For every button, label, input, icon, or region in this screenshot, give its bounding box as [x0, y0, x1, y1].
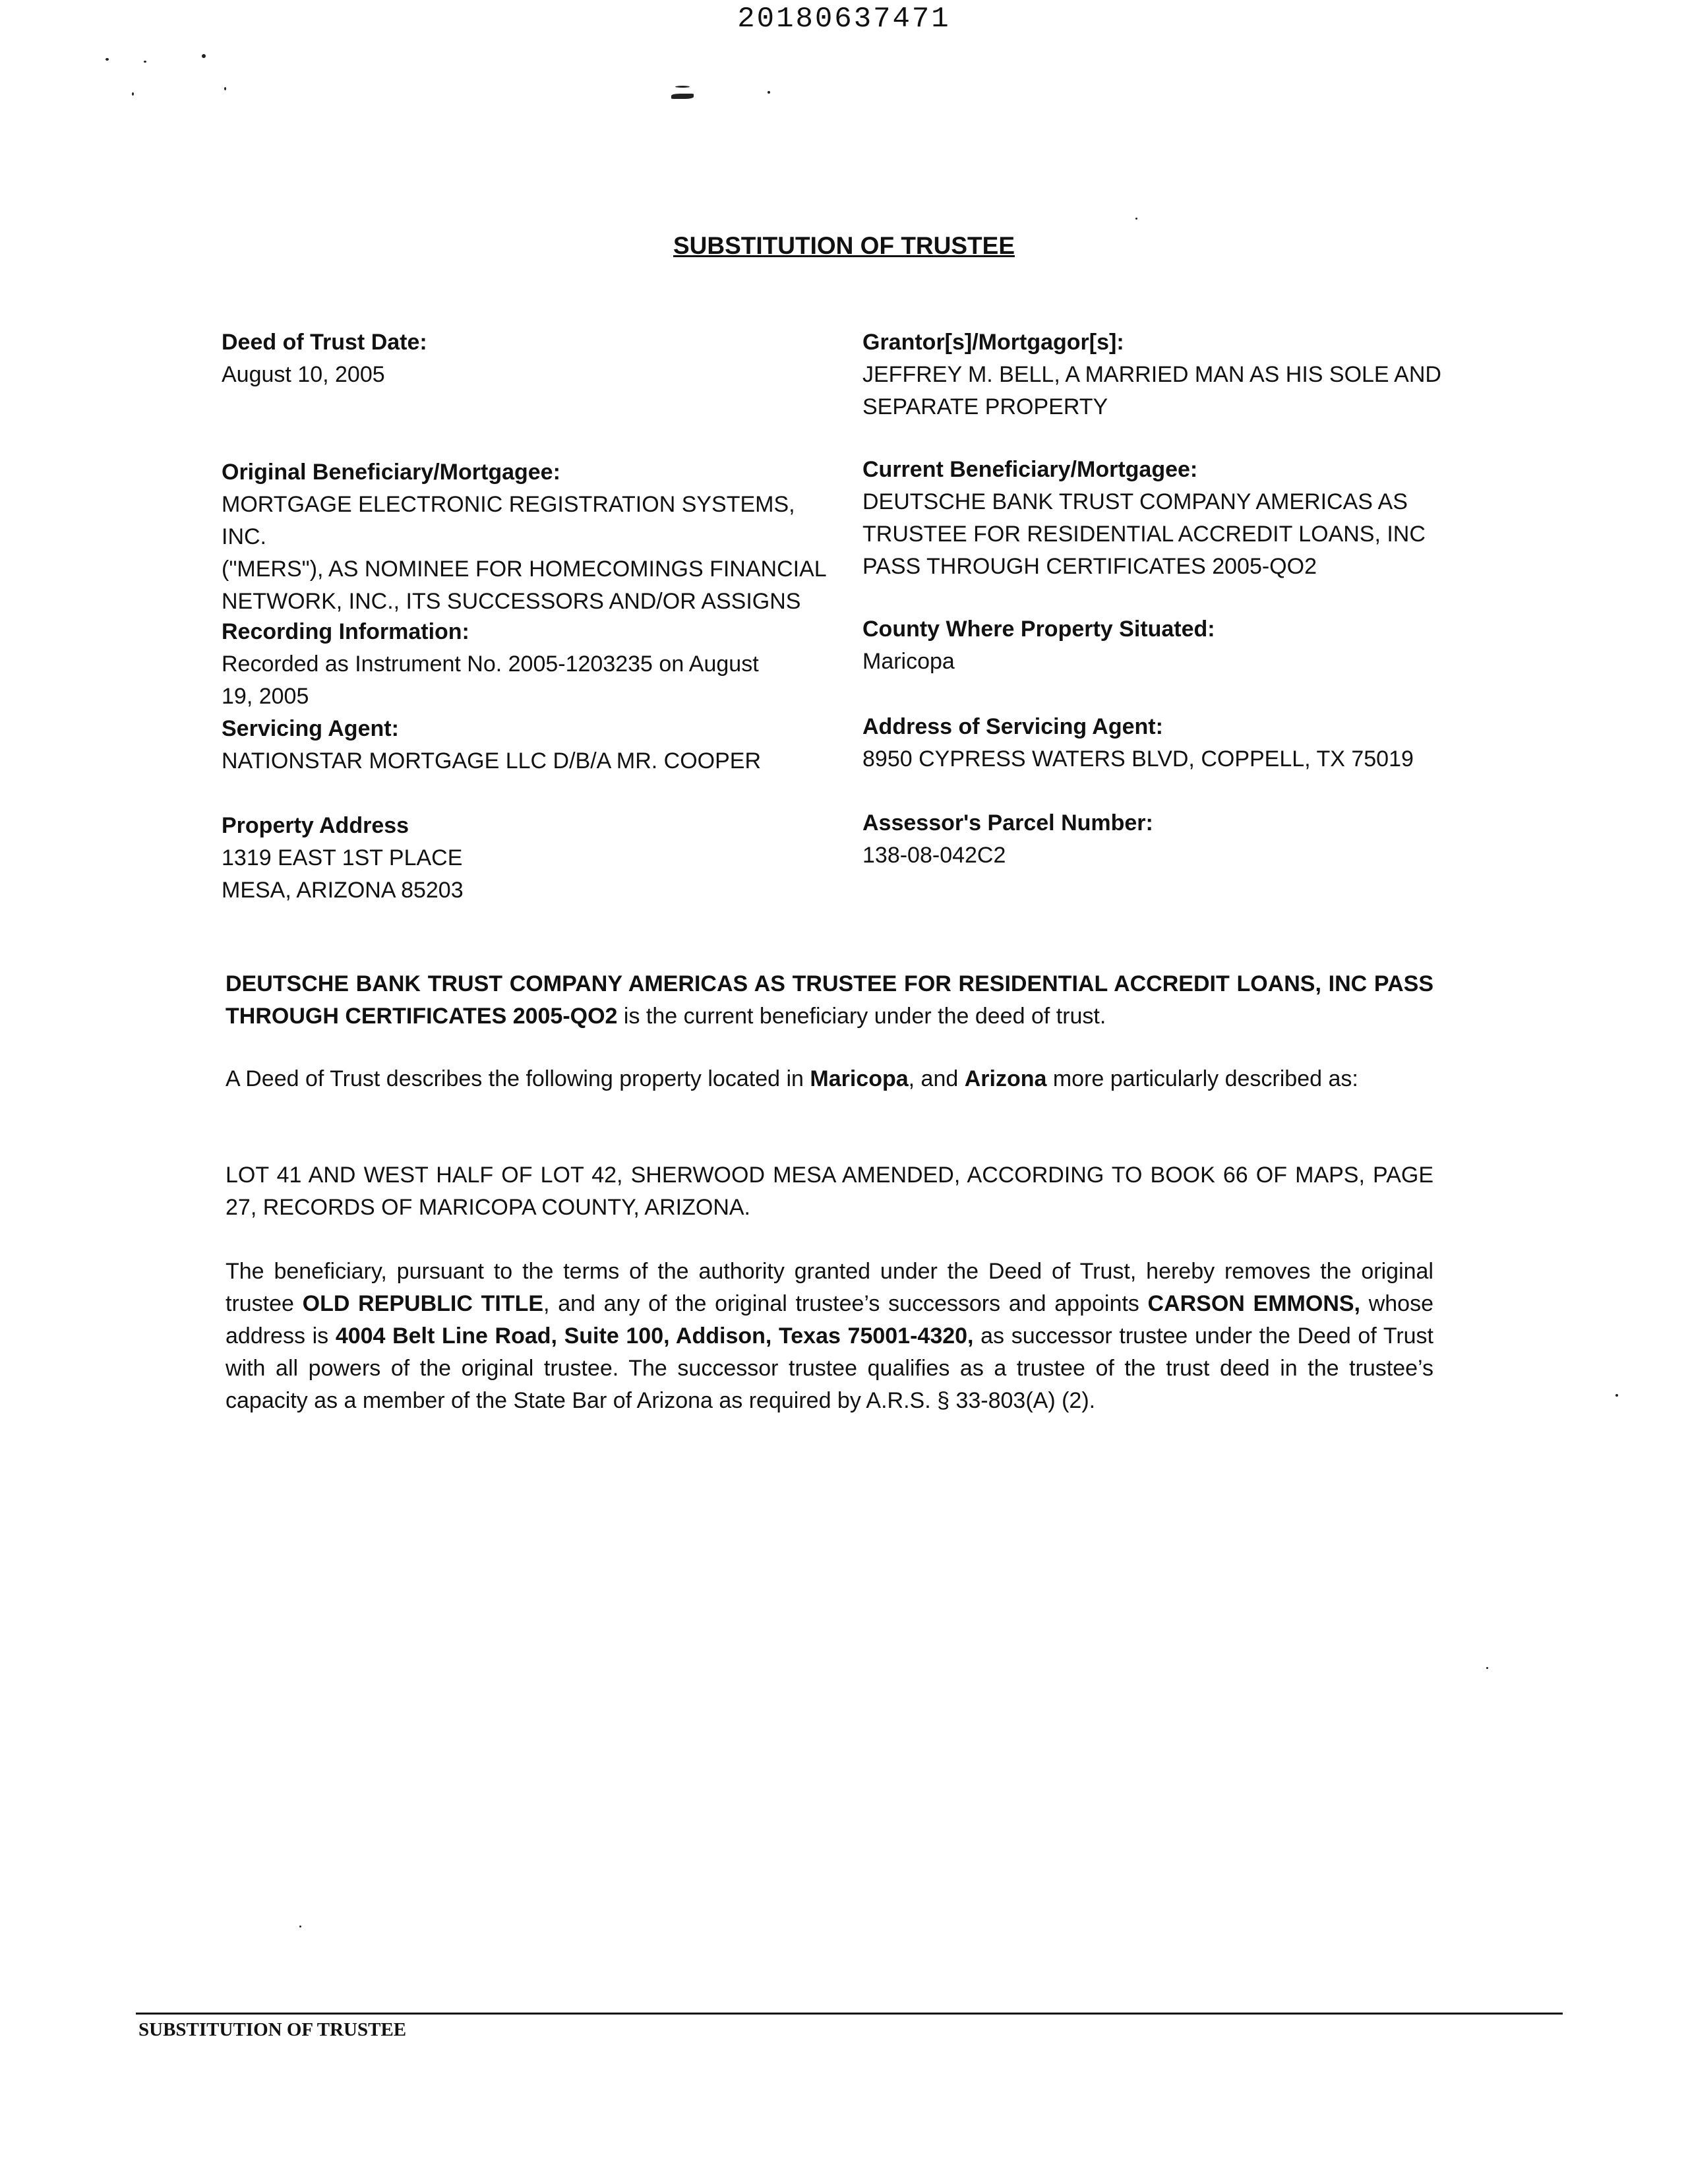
- current-beneficiary-block: [862, 454, 1469, 583]
- scan-speck: [132, 92, 134, 96]
- body-text: whose address is: [226, 1291, 1433, 1349]
- body-text: is the current beneficiary under the deed of trust.: [617, 1004, 1106, 1029]
- body-text: A Deed of Trust describes the following property located in: [226, 1066, 810, 1091]
- servicing-address-block: [862, 711, 1469, 775]
- field-value: 1319 EAST 1ST PLACE: [222, 845, 463, 870]
- field-value: PASS THROUGH CERTIFICATES 2005-QO2: [862, 554, 1317, 579]
- county-block: [862, 613, 1469, 678]
- field-label: County Where Property Situated:: [862, 617, 1215, 642]
- field-value: NATIONSTAR MORTGAGE LLC D/B/A MR. COOPER: [222, 748, 762, 774]
- field-label: Deed of Trust Date:: [222, 330, 427, 355]
- field-value: NETWORK, INC., ITS SUCCESSORS AND/OR ASSIGNS: [222, 589, 801, 614]
- field-value: Recorded as Instrument No. 2005-1203235 on August: [222, 652, 759, 677]
- field-value: SEPARATE PROPERTY: [862, 394, 1108, 419]
- scan-speck: [202, 54, 206, 58]
- parcel-number-block: [862, 807, 1469, 872]
- scan-speck: [299, 1926, 301, 1927]
- legal-description-paragraph: [226, 1159, 1433, 1224]
- bold-text: 4004 Belt Line Road, Suite 100, Addison, Texas 75001-4320,: [335, 1323, 974, 1349]
- field-label: Servicing Agent:: [222, 716, 399, 741]
- body-text: The beneficiary, pursuant to the terms of the authority granted under the Deed of Trust, hereby removes the original trustee: [226, 1259, 1433, 1316]
- property-location-paragraph: [226, 1063, 1433, 1095]
- field-value: TRUSTEE FOR RESIDENTIAL ACCREDIT LOANS, INC: [862, 522, 1426, 547]
- scan-speck: [1135, 218, 1137, 220]
- scan-speck: [144, 61, 146, 63]
- field-value: August 10, 2005: [222, 362, 385, 387]
- deed-of-trust-date-block: [222, 326, 828, 391]
- scan-speck: [106, 58, 109, 61]
- grantor-block: [862, 326, 1469, 423]
- document-number: 20180637471: [737, 3, 951, 36]
- field-value: MORTGAGE ELECTRONIC REGISTRATION SYSTEMS, INC.: [222, 492, 795, 549]
- bold-text: CARSON EMMONS,: [1147, 1291, 1361, 1316]
- footer-rule: [136, 2013, 1563, 2015]
- scan-speck: [1486, 1667, 1488, 1669]
- bold-text: DEUTSCHE BANK TRUST COMPANY AMERICAS AS TRUSTEE FOR RESIDENTIAL ACCREDIT LOANS, INC PASS THROUGH CERTIFICATES 2005-QO2: [226, 971, 1433, 1029]
- field-value: 138-08-042C2: [862, 843, 1006, 868]
- scan-speck: [1615, 1394, 1618, 1397]
- field-value: ("MERS"), AS NOMINEE FOR HOMECOMINGS FINANCIAL: [222, 557, 827, 582]
- field-value: 8950 CYPRESS WATERS BLVD, COPPELL, TX 75019: [862, 746, 1414, 772]
- bold-text: Maricopa: [810, 1066, 909, 1091]
- body-text: , and: [908, 1066, 965, 1091]
- field-value: Maricopa: [862, 649, 955, 674]
- field-label: Current Beneficiary/Mortgagee:: [862, 457, 1198, 482]
- recording-information-block: [222, 616, 828, 777]
- beneficiary-paragraph: [226, 968, 1433, 1033]
- field-label: Address of Servicing Agent:: [862, 714, 1163, 739]
- body-text: more particularly described as:: [1046, 1066, 1358, 1091]
- field-value: MESA, ARIZONA 85203: [222, 878, 464, 903]
- field-label: Recording Information:: [222, 619, 469, 644]
- field-value: DEUTSCHE BANK TRUST COMPANY AMERICAS AS: [862, 489, 1408, 514]
- substitution-paragraph: [226, 1256, 1433, 1417]
- scan-speck: [224, 87, 226, 90]
- original-beneficiary-block: [222, 456, 828, 618]
- document-title: SUBSTITUTION OF TRUSTEE: [673, 232, 1015, 259]
- footer-title: SUBSTITUTION OF TRUSTEE: [138, 2019, 407, 2040]
- property-address-block: [222, 810, 828, 907]
- scan-speck: [675, 86, 690, 88]
- body-text: as successor trustee under the Deed of Trust with all powers of the original trustee. The successor trustee qualifies as a trustee of the trust deed in the trustee’s capacity as a member of the State Bar of Arizona as required by A.R.S. § 33-803(A) (2).: [226, 1323, 1434, 1413]
- body-text: , and any of the original trustee’s successors and appoints: [543, 1291, 1148, 1316]
- field-label: Grantor[s]/Mortgagor[s]:: [862, 330, 1124, 355]
- field-label: Assessor's Parcel Number:: [862, 810, 1153, 835]
- field-label: Property Address: [222, 813, 409, 838]
- scan-speck: [671, 94, 694, 99]
- field-value: JEFFREY M. BELL, A MARRIED MAN AS HIS SOLE AND: [862, 362, 1441, 387]
- body-text: LOT 41 AND WEST HALF OF LOT 42, SHERWOOD MESA AMENDED, ACCORDING TO BOOK 66 OF MAPS, PAGE 27, RECORDS OF MARICOPA COUNTY, ARIZONA.: [226, 1163, 1433, 1220]
- bold-text: OLD REPUBLIC TITLE: [302, 1291, 544, 1316]
- scan-speck: [768, 91, 770, 94]
- bold-text: Arizona: [964, 1066, 1047, 1091]
- field-value: 19, 2005: [222, 684, 309, 709]
- field-label: Original Beneficiary/Mortgagee:: [222, 460, 560, 485]
